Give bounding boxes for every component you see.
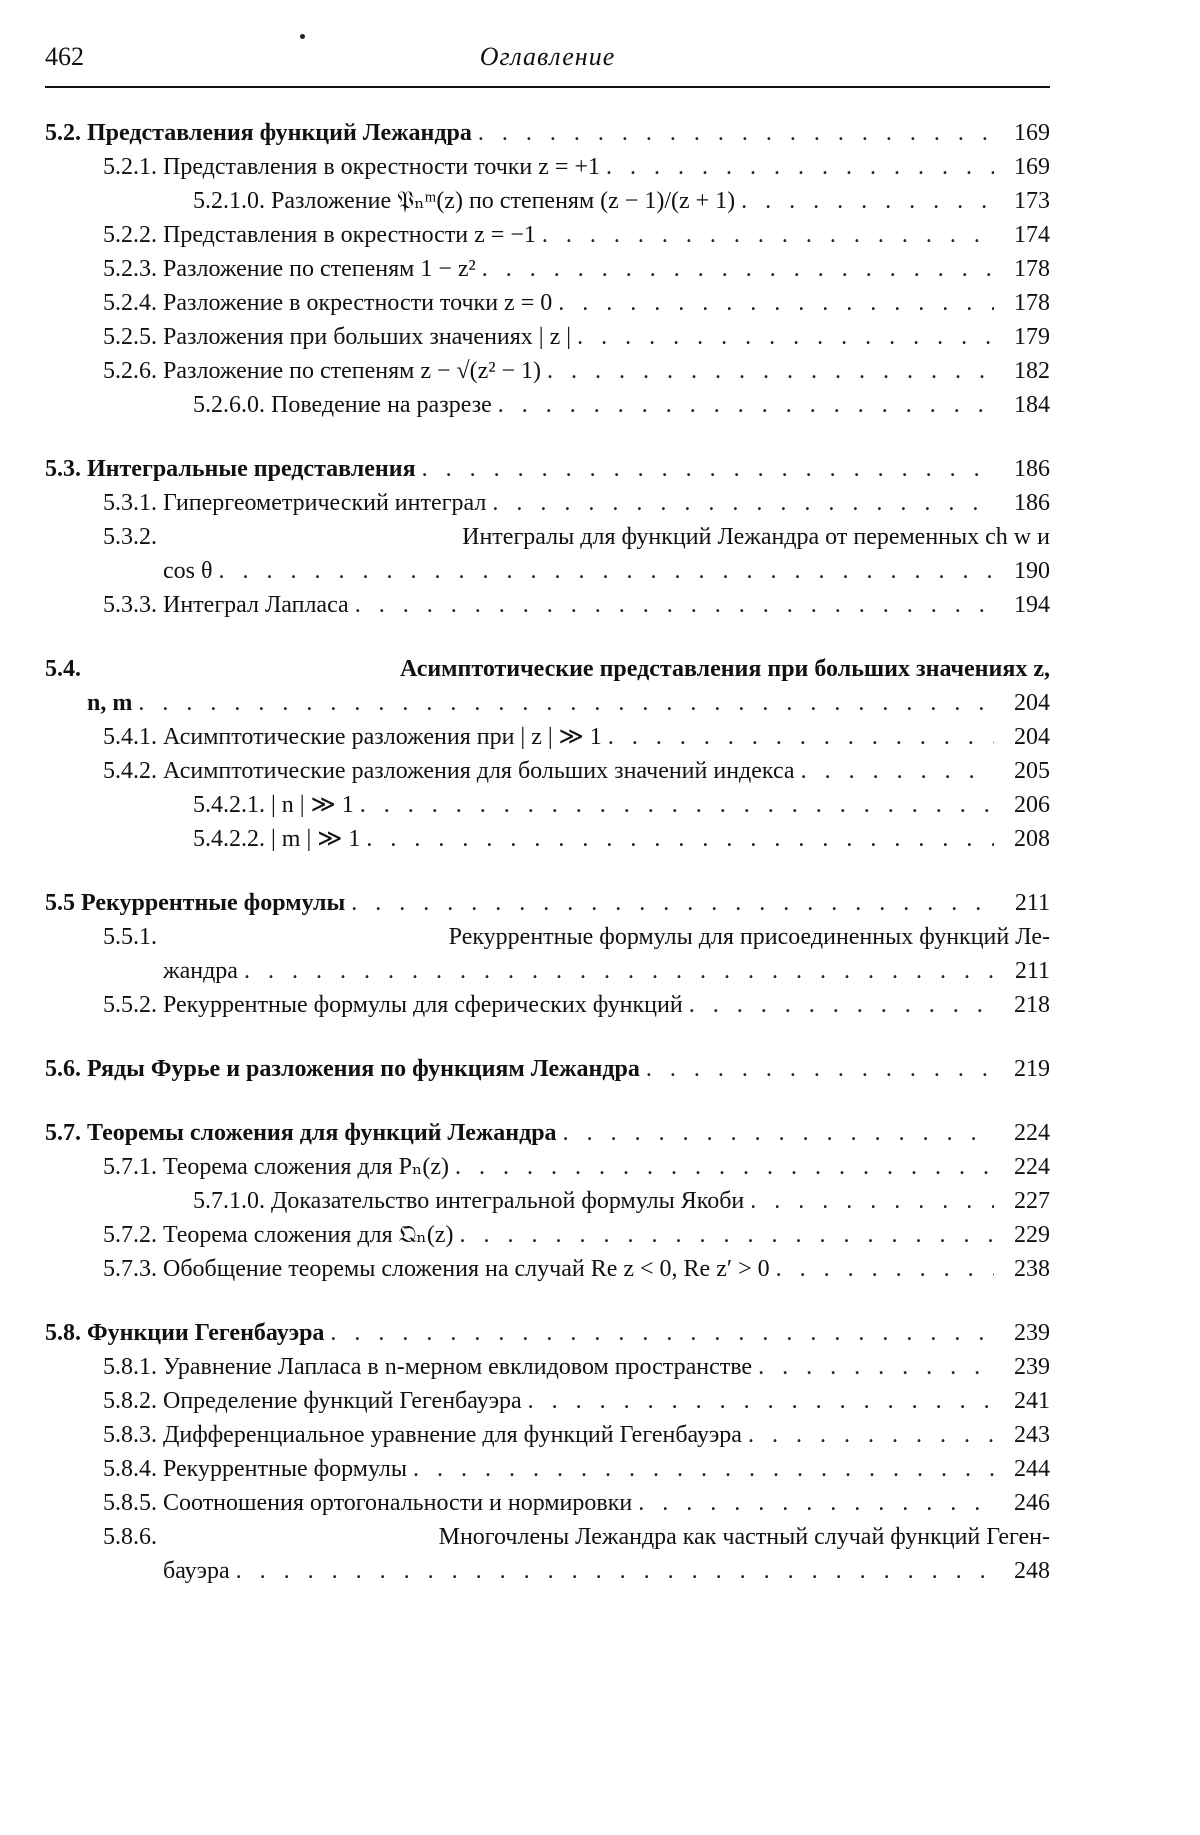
leader-dots [492,486,994,520]
entry-page-number: 218 [1014,992,1050,1018]
leader-dots [366,822,994,856]
entry-page-number: 204 [1014,724,1050,750]
entry-page-number: 244 [1014,1456,1050,1482]
leader-dots [498,388,994,422]
leader-dots [776,1252,994,1286]
section-gap [45,1286,1050,1316]
entry-page-number: 243 [1014,1422,1050,1448]
entry-title: Разложение в окрестности точки z = 0 [163,290,553,316]
entry-number: 5.2. [45,120,81,146]
leader-dots [748,1418,994,1452]
toc-entry[interactable] [45,788,1050,822]
leader-dots [459,1218,994,1252]
entry-number: 5.8.5. [103,1490,157,1516]
entry-title: Поведение на разрезе [271,392,492,418]
entry-page-number: 190 [1014,558,1050,584]
leader-dots [360,788,994,822]
leader-dots [482,252,994,286]
toc-entry[interactable] [45,588,1050,622]
entry-title: Разложение по степеням z − √(z² − 1) [163,358,542,384]
table-of-contents [45,116,1050,1588]
entry-title: Представления в окрестности z = −1 [163,222,536,248]
entry-title: Асимптотические разложения при | z | ≫ 1 [163,724,602,750]
entry-title: Рекуррентные формулы для присоединенных функций Ле- [448,924,1050,950]
entry-number: 5.2.6. [103,358,157,384]
entry-number: 5.8.3. [103,1422,157,1448]
entry-page-number: 211 [1014,890,1050,916]
entry-page-number: 208 [1014,826,1050,852]
leader-dots [801,754,994,788]
entry-page-number: 186 [1014,490,1050,516]
entry-page-number: 219 [1014,1056,1050,1082]
entry-title: Разложение 𝔓ₙᵐ(z) по степеням (z − 1)/(z + 1) [271,188,736,214]
entry-page-number: 182 [1014,358,1050,384]
toc-entry[interactable] [45,150,1050,184]
leader-dots [750,1184,994,1218]
entry-page-number: 205 [1014,758,1050,784]
entry-number: 5.2.5. [103,324,157,350]
page-header [45,42,1050,90]
entry-title: Многочлены Лежандра как частный случай функций Геген- [438,1524,1050,1550]
toc-entry[interactable] [45,1350,1050,1384]
entry-page-number: 246 [1014,1490,1050,1516]
entry-page-number: 227 [1014,1188,1050,1214]
leader-dots [413,1452,994,1486]
section-gap [45,422,1050,452]
entry-title: Рекуррентные формулы [81,890,346,916]
entry-number: 5.7.1.0. [193,1188,265,1214]
entry-page-number: 229 [1014,1222,1050,1248]
leader-dots [563,1116,994,1150]
entry-number: 5.2.6.0. [193,392,265,418]
entry-title: Представления функций Лежандра [87,120,472,146]
entry-page-number: 224 [1014,1120,1050,1146]
entry-title: Интеграл Лапласа [163,592,349,618]
page-number: 462 [45,42,84,71]
entry-number: 5.5.1. [103,924,157,950]
entry-title: | n | ≫ 1 [271,792,354,818]
toc-entry[interactable] [45,184,1050,218]
entry-title: Уравнение Лапласа в n-мерном евклидовом пространстве [163,1354,753,1380]
entry-number: 5.8.1. [103,1354,157,1380]
entry-page-number: 169 [1014,120,1050,146]
leader-dots [606,150,994,184]
entry-title: Теорема сложения для 𝔔ₙ(z) [163,1222,454,1248]
header-rule [45,86,1050,88]
entry-title: Рекуррентные формулы для сферических функций [163,992,683,1018]
entry-page-number: 239 [1014,1320,1050,1346]
entry-page-number: 179 [1014,324,1050,350]
entry-page-number: 204 [1014,690,1050,716]
toc-entry[interactable] [45,920,1050,988]
leader-dots [455,1150,994,1184]
leader-dots [528,1384,994,1418]
toc-entry[interactable] [45,1052,1050,1086]
leader-dots [558,286,994,320]
leader-dots [758,1350,994,1384]
entry-title: Доказательство интегральной формулы Якоби [271,1188,745,1214]
section-gap [45,1086,1050,1116]
entry-title-continued: cos θ [163,558,213,584]
entry-title: Дифференциальное уравнение для функций Гегенбауэра [163,1422,742,1448]
leader-dots [741,184,994,218]
entry-title: Ряды Фурье и разложения по функциям Лежандра [87,1056,640,1082]
toc-entry[interactable] [45,1520,1050,1588]
entry-number: 5.7.1. [103,1154,157,1180]
entry-number: 5.3. [45,456,81,482]
toc-entry[interactable] [45,1116,1050,1150]
entry-title: | m | ≫ 1 [271,826,361,852]
entry-title: Рекуррентные формулы [163,1456,408,1482]
entry-title: Теоремы сложения для функций Лежандра [87,1120,557,1146]
toc-entry[interactable] [45,252,1050,286]
section-gap [45,1022,1050,1052]
entry-title-continued: бауэра [163,1558,230,1584]
toc-entry[interactable] [45,218,1050,252]
running-title: Оглавление [479,42,616,71]
entry-number: 5.3.3. [103,592,157,618]
entry-number: 5.8.2. [103,1388,157,1414]
entry-page-number: 241 [1014,1388,1050,1414]
entry-number: 5.7.3. [103,1256,157,1282]
entry-title: Обобщение теоремы сложения на случай Re z < 0, Re z′ > 0 [163,1256,770,1282]
toc-entry[interactable] [45,1184,1050,1218]
entry-number: 5.4.2.1. [193,792,265,818]
toc-entry[interactable] [45,320,1050,354]
entry-title: Гипергеометрический интеграл [163,490,487,516]
toc-entry[interactable] [45,452,1050,486]
entry-number: 5.8. [45,1320,81,1346]
print-speck [300,34,305,39]
toc-entry[interactable] [45,286,1050,320]
leader-dots [236,1554,994,1588]
entry-number: 5.2.1.0. [193,188,265,214]
toc-entry[interactable] [45,1252,1050,1286]
leader-dots [608,720,994,754]
entry-page-number: 174 [1014,222,1050,248]
toc-entry[interactable] [45,116,1050,150]
toc-entry[interactable] [45,1150,1050,1184]
leader-dots [638,1486,994,1520]
leader-dots [478,116,994,150]
toc-entry[interactable] [45,652,1050,720]
leader-dots [351,886,994,920]
entry-number: 5.4.2.2. [193,826,265,852]
toc-entry[interactable] [45,1486,1050,1520]
entry-page-number: 224 [1014,1154,1050,1180]
toc-entry[interactable] [45,1218,1050,1252]
entry-page-number: 173 [1014,188,1050,214]
entry-page-number: 169 [1014,154,1050,180]
leader-dots [138,686,994,720]
entry-number: 5.3.1. [103,490,157,516]
entry-number: 5.2.3. [103,256,157,282]
entry-number: 5.5.2. [103,992,157,1018]
entry-number: 5.4.1. [103,724,157,750]
toc-entry[interactable] [45,1316,1050,1350]
entry-number: 5.2.2. [103,222,157,248]
section-gap [45,622,1050,652]
entry-title: Определение функций Гегенбауэра [163,1388,522,1414]
entry-page-number: 194 [1014,592,1050,618]
entry-number: 5.8.4. [103,1456,157,1482]
toc-entry[interactable] [45,486,1050,520]
entry-title: Асимптотические представления при больших значениях z, [399,656,1050,682]
leader-dots [577,320,994,354]
entry-page-number: 211 [1014,958,1050,984]
entry-page-number: 206 [1014,792,1050,818]
toc-entry[interactable] [45,388,1050,422]
entry-page-number: 239 [1014,1354,1050,1380]
leader-dots [689,988,994,1022]
toc-entry[interactable] [45,822,1050,856]
entry-page-number: 178 [1014,290,1050,316]
toc-entry[interactable] [45,1384,1050,1418]
entry-number: 5.7.2. [103,1222,157,1248]
entry-title: Разложение по степеням 1 − z² [163,256,476,282]
entry-number: 5.7. [45,1120,81,1146]
entry-number: 5.4.2. [103,758,157,784]
toc-entry[interactable] [45,754,1050,788]
entry-page-number: 186 [1014,456,1050,482]
leader-dots [244,954,994,988]
entry-title: Интегралы для функций Лежандра от переменных ch w и [462,524,1050,550]
entry-page-number: 184 [1014,392,1050,418]
leader-dots [646,1052,994,1086]
section-gap [45,856,1050,886]
toc-entry[interactable] [45,1418,1050,1452]
entry-number: 5.3.2. [103,524,157,550]
entry-number: 5.8.6. [103,1524,157,1550]
entry-title: Функции Гегенбауэра [87,1320,325,1346]
entry-number: 5.2.4. [103,290,157,316]
entry-title: Интегральные представления [87,456,416,482]
entry-title: Теорема сложения для Pₙ(z) [163,1154,449,1180]
leader-dots [330,1316,994,1350]
entry-number: 5.5 [45,890,75,916]
entry-page-number: 248 [1014,1558,1050,1584]
entry-page-number: 238 [1014,1256,1050,1282]
entry-page-number: 178 [1014,256,1050,282]
entry-number: 5.6. [45,1056,81,1082]
entry-title: Соотношения ортогональности и нормировки [163,1490,633,1516]
leader-dots [542,218,994,252]
entry-number: 5.2.1. [103,154,157,180]
leader-dots [547,354,994,388]
entry-title: Представления в окрестности точки z = +1 [163,154,600,180]
leader-dots [355,588,994,622]
toc-entry[interactable] [45,354,1050,388]
entry-title: Разложения при больших значениях | z | [163,324,572,350]
toc-entry[interactable] [45,886,1050,920]
leader-dots [219,554,995,588]
toc-entry[interactable] [45,1452,1050,1486]
toc-entry[interactable] [45,720,1050,754]
toc-entry[interactable] [45,520,1050,588]
entry-title-continued: n, m [87,690,133,716]
toc-entry[interactable] [45,988,1050,1022]
entry-number: 5.4. [45,656,81,682]
leader-dots [422,452,994,486]
entry-title-continued: жандра [163,958,238,984]
entry-title: Асимптотические разложения для больших значений индекса [163,758,795,784]
